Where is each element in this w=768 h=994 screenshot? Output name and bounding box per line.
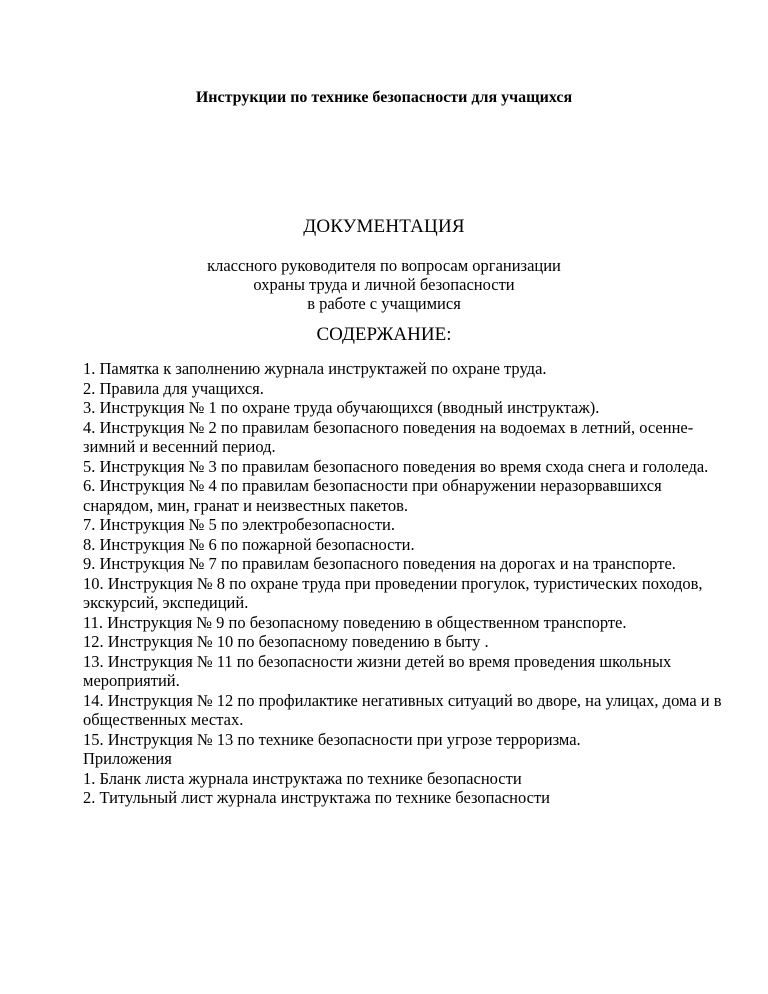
contents-item: 5. Инструкция № 3 по правилам безопасного поведения во время схода снега и гололеда. [83,456,709,476]
contents-item: 14. Инструкция № 12 по профилактике негативных ситуаций во дворе, на улицах, дома и в общественных местах. [83,690,722,729]
subtitle-line: классного руководителя по вопросам организации [207,256,561,275]
contents-item: 1. Памятка к заполнению журнала инструктажей по охране труда. [83,359,547,378]
contents-item: 11. Инструкция № 9 по безопасному поведению в общественном транспорте. [83,612,627,632]
appendix-heading: Приложения [83,749,172,768]
appendix-item: 2. Титульный лист журнала инструктажа по технике безопасности [83,788,551,807]
subtitle-line: в работе с учащимися [307,294,461,313]
contents-item: 10. Инструкция № 8 по охране труда при проведении прогулок, туристических походов, экскурсий, экспедиций. [83,573,703,612]
contents-item: 2. Правила для учащихся. [83,378,264,398]
contents-item: 9. Инструкция № 7 по правилам безопасного поведения на дорогах и на транспорте. [83,554,676,573]
contents-heading: СОДЕРЖАНИЕ: [316,324,452,345]
contents-item: 12. Инструкция № 10 по безопасному поведению в быту . [83,632,489,651]
contents-item: 3. Инструкция № 1 по охране труда обучающихся (вводный инструктаж). [83,398,600,417]
documentation-heading: ДОКУМЕНТАЦИЯ [303,216,465,237]
contents-item: 4. Инструкция № 2 по правилам безопасного поведения на водоемах в летний, осенне-зимний и весенний период. [83,417,694,456]
appendix-item: 1. Бланк листа журнала инструктажа по технике безопасности [83,768,522,788]
contents-list [83,359,723,808]
contents-item: 8. Инструкция № 6 по пожарной безопасности. [83,534,415,554]
subtitle-line: охраны труда и личной безопасности [253,275,515,294]
contents-item: 15. Инструкция № 13 по технике безопасности при угрозе терроризма. [83,729,581,749]
document-title: Инструкции по технике безопасности для учащихся [195,89,573,106]
contents-item: 6. Инструкция № 4 по правилам безопасности при обнаружении неразорвавшихся снарядом, мин, гранат и неизвестных пакетов. [83,476,662,515]
documentation-subtitle [0,256,768,313]
contents-item: 13. Инструкция № 11 по безопасности жизни детей во время проведения школьных мероприятий. [83,651,672,690]
contents-item: 7. Инструкция № 5 по электробезопасности. [83,515,395,534]
